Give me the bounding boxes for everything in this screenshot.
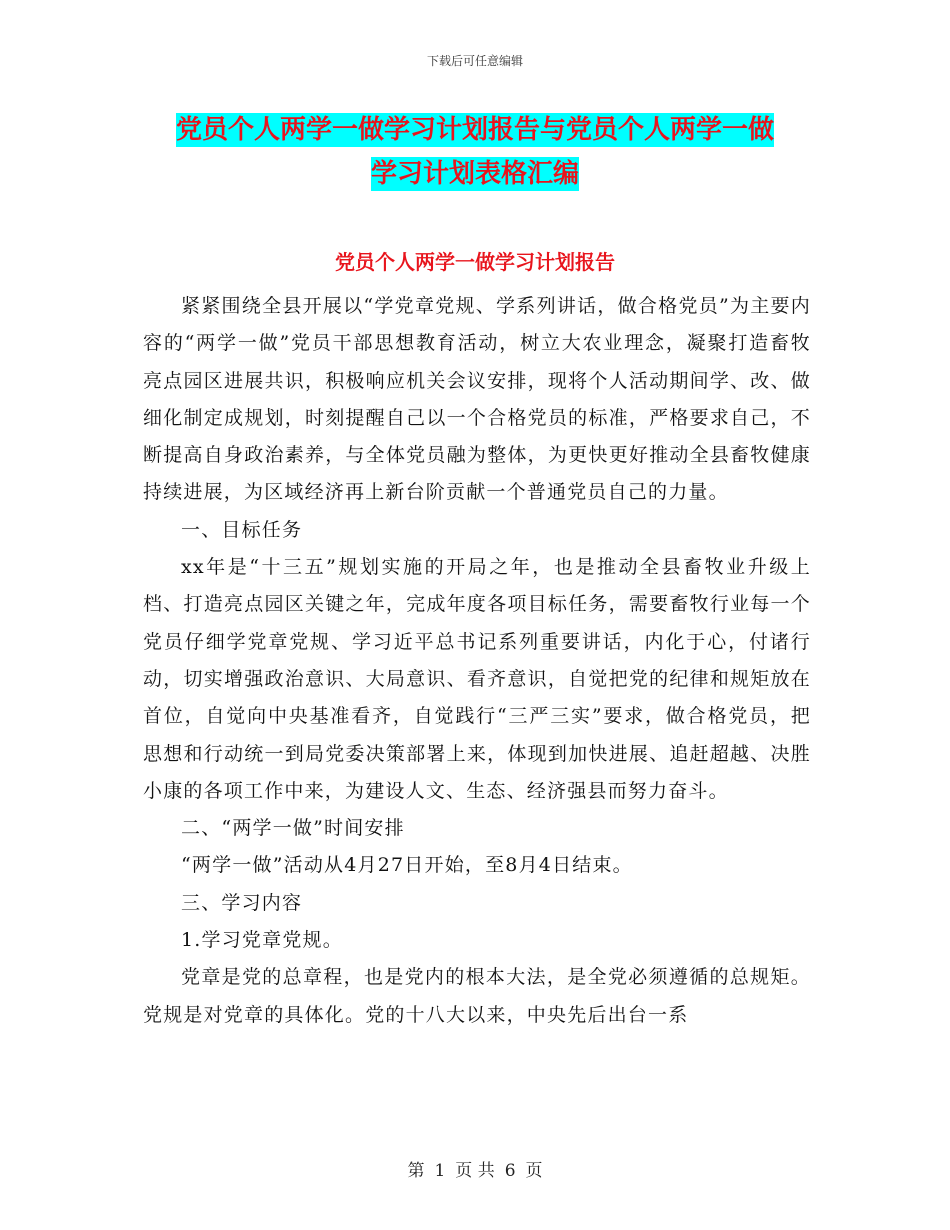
heading-goals: 一、目标任务 xyxy=(181,518,303,541)
constitution-paragraph: 党章是党的总章程，也是党内的根本大法，是全党必须遵循的总规矩。党规是对党章的具体化。党的十八大以来，中央先后出台一系 xyxy=(143,966,811,1026)
footer-suffix: 页 xyxy=(525,1161,543,1181)
heading-schedule: 二、“两学一做”时间安排 xyxy=(181,817,405,840)
goals-paragraph: xx年是“十三五”规划实施的开局之年，也是推动全县畜牧业升级上档、打造亮点园区关键之年，完成年度各项目标任务，需要畜牧行业每一个党员仔细学党章党规、学习近平总书记系列重要讲话，内化于心，付诸行动，切实增强政治意识、大局意识、看齐意识，自觉把党的纪律和规矩放在首位，自觉向中央基准看齐，自觉践行“三严三实”要求，做合格党员，把思想和行动统一到局党委决策部署上来，体现到加快进展、追赶超越、决胜小康的各项工作中来，为建设人文、生态、经济强县而努力奋斗。 xyxy=(143,556,811,802)
schedule-paragraph: “两学一做”活动从4月27日开始，至8月4日结束。 xyxy=(181,854,633,877)
total-page-count: 6 xyxy=(504,1161,516,1181)
document-title-line-1: 党员个人两学一做学习计划报告与党员个人两学一做 xyxy=(175,115,774,145)
section-title: 党员个人两学一做学习计划报告 xyxy=(335,250,615,274)
footer-prefix: 第 xyxy=(407,1161,425,1181)
current-page-number: 1 xyxy=(434,1161,446,1181)
subheading-party-constitution: 1.学习党章党规。 xyxy=(181,929,343,952)
heading-content: 三、学习内容 xyxy=(181,891,303,914)
intro-paragraph: 紧紧围绕全县开展以“学党章党规、学系列讲话，做合格党员”为主要内容的“两学一做”党员干部思想教育活动，树立大农业理念，凝聚打造畜牧亮点园区进展共识，积极响应机关会议安排，现将个人活动期间学、改、做细化制定成规划，时刻提醒自己以一个合格党员的标准，严格要求自己，不断提高自身政治素养，与全体党员融为整体，为更快更好推动全县畜牧健康持续进展，为区域经济再上新台阶贡献一个普通党员自己的力量。 xyxy=(143,295,811,504)
page-footer xyxy=(0,1156,950,1181)
document-title xyxy=(140,108,810,196)
page-header-note: 下载后可任意编辑 xyxy=(426,54,523,68)
document-body xyxy=(143,288,811,1034)
document-title-line-2: 学习计划表格汇编 xyxy=(370,159,579,189)
footer-middle: 页 共 xyxy=(455,1161,495,1181)
